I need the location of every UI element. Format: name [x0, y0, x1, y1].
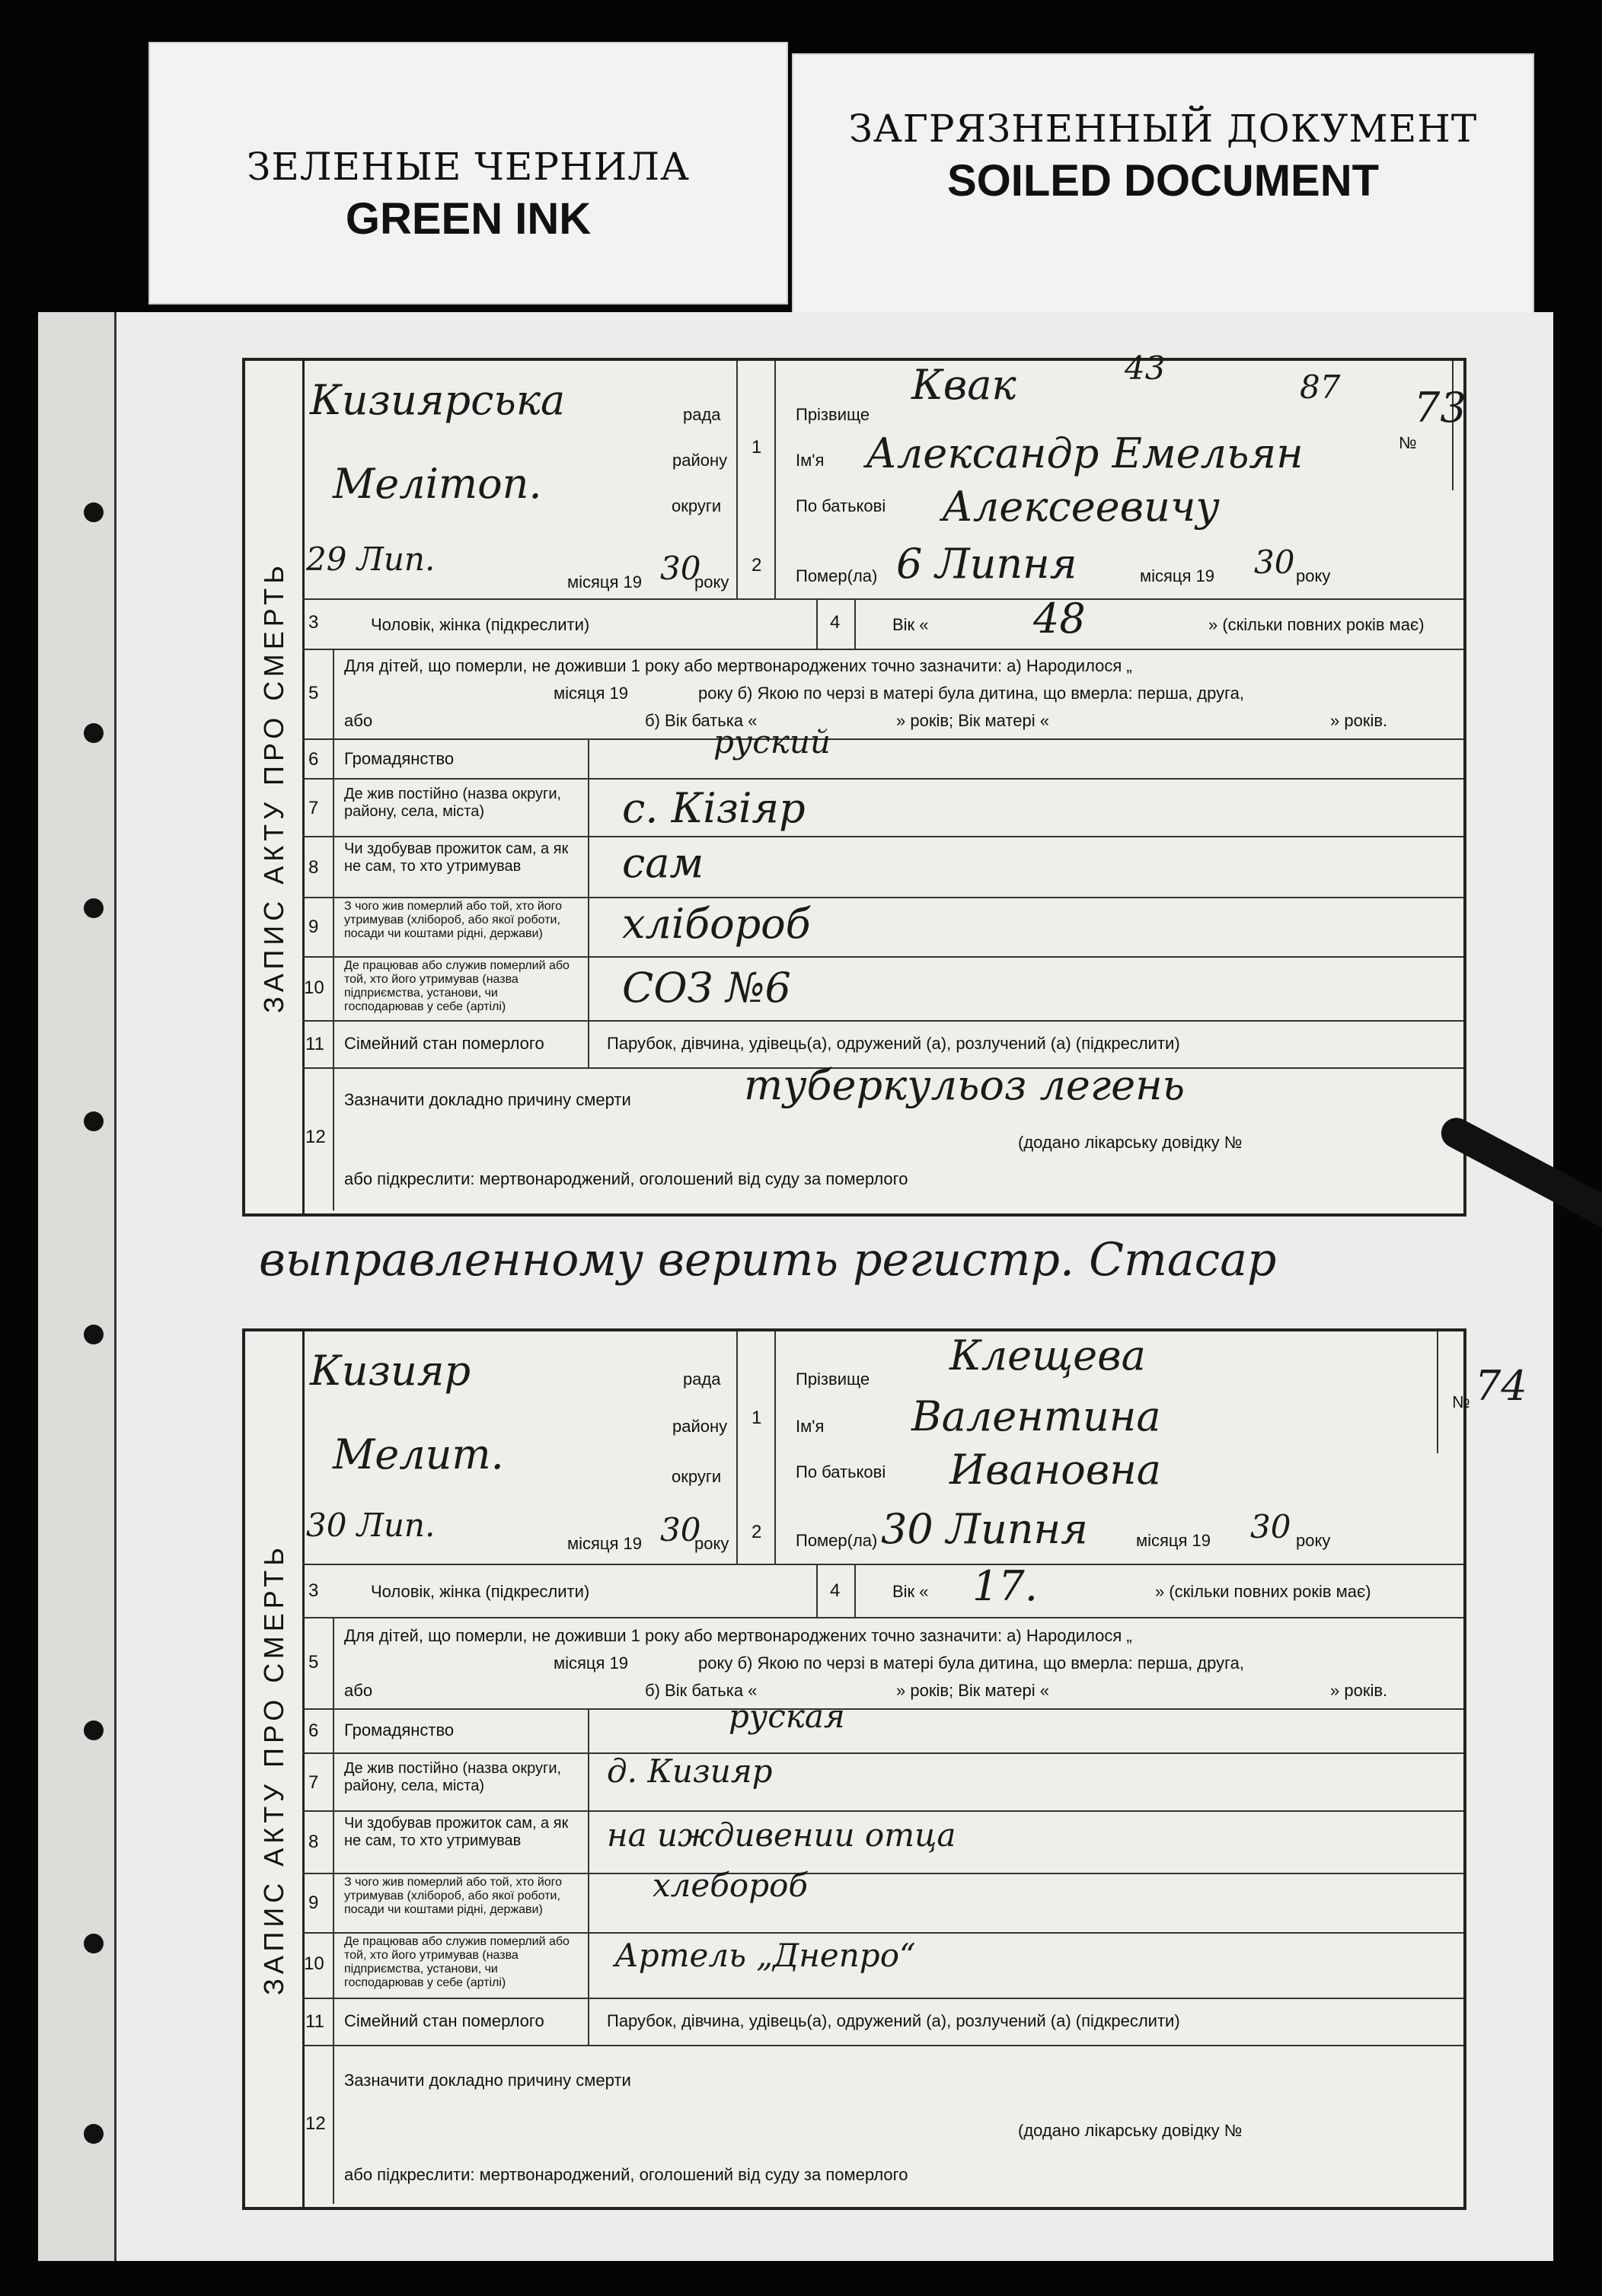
row-citizenship: 6 Громадянство руская [302, 1708, 1463, 1754]
punch-hole [84, 1325, 104, 1344]
age-value: 48 [1033, 595, 1086, 643]
death-date-value: 6 Липня [896, 540, 1077, 588]
form-header: рада району округи місяця 19 року Кизиярська Мелітоп. 29 Лип. 30 1 2 Прізвище Ім'я По батькові Помер(ла) місяця 19 року Квак 43 87 Александр Емельян Алексеевичу 6 Липня 30 № 73 [302, 361, 1463, 600]
row-occupation: 9 З чого жив померлий або той, хто його утримував (хлібороб, або якої роботи, посади чи коштами рідні, держави) хлібороб [302, 897, 1463, 958]
occupation-value: хлебороб [653, 1867, 809, 1904]
raion-value: Мелит. [333, 1430, 504, 1478]
rada-value: Кизияр [310, 1347, 471, 1395]
livelihood-value: сам [622, 839, 704, 887]
stamp-number: 43 [1125, 349, 1166, 387]
death-year-value: 30 [1250, 1508, 1291, 1545]
row-infant: 5 Для дітей, що померли, не доживши 1 року або мертвонароджених точно зазначити: а) Народилося „ місяця 19 року б) Якою по черзі в матері була дитина, що вмерла: перша, друга, або б) Вік батька « » років; Вік матері « » років. [302, 649, 1463, 740]
row-sex-age: 3 Чоловік, жінка (підкреслити) 4 Вік « 17. » (скільки повних років має) [302, 1564, 1463, 1618]
row-livelihood: 8 Чи здобував прожиток сам, а як не сам, то хто утримував на иждивении отца [302, 1810, 1463, 1874]
soiled-document-label [792, 53, 1534, 324]
registration-date: 29 Лип. [306, 541, 436, 578]
correction-note: выправленному верить регистр. Стасар [259, 1233, 1277, 1287]
row-occupation: 9 З чого жив померлий або той, хто його утримував (хлібороб, або якої роботи, посади чи коштами рідні, держави) хлебороб [302, 1873, 1463, 1934]
work-value: СОЗ №6 [622, 964, 791, 1012]
death-year-value: 30 [1254, 544, 1295, 581]
punch-hole [84, 898, 104, 918]
death-date-value: 30 Липня [881, 1505, 1088, 1553]
death-record-form-2 [242, 1328, 1527, 2210]
patronymic-value: Алексеевичу [942, 483, 1220, 531]
citizenship-value: руская [729, 1698, 845, 1735]
surname-value: Квак [911, 361, 1016, 409]
row-residence: 7 Де жив постійно (назва округи, району, села, міста) д. Кизияр [302, 1752, 1463, 1812]
record-number: 73 [1414, 384, 1466, 432]
punch-hole [84, 1720, 104, 1740]
rada-value: Кизиярська [310, 376, 566, 424]
punch-hole [84, 1111, 104, 1131]
form-side-title: ЗАПИС АКТУ ПРО СМЕРТЬ [245, 1331, 305, 2207]
row-cause: 12 Зазначити докладно причину смерти туберкульоз легень (додано лікарську довідку № або підкреслити: мертвонароджений, оголошений від суду за померлого [302, 1067, 1463, 1210]
cause-value: туберкульоз легень [744, 1061, 1186, 1109]
green-ink-ru: ЗЕЛЕНЫЕ ЧЕРНИЛА [247, 145, 690, 189]
raion-value: Мелітоп. [333, 460, 542, 508]
row-cause: 12 Зазначити докладно причину смерти (додано лікарську довідку № або підкреслити: мертвонароджений, оголошений від суду за померлого [302, 2045, 1463, 2204]
registration-year: 30 [660, 1511, 701, 1548]
row-residence: 7 Де жив постійно (назва округи, району, села, міста) с. Кізіяр [302, 778, 1463, 837]
patronymic-value: Ивановна [949, 1446, 1161, 1494]
work-value: Артель „Днепро“ [614, 1937, 916, 1974]
row-work: 10 Де працював або служив померлий або той, хто його утримував (назва підприємства, установи, чи господарював у себе (артілі) Артель „Днепро“ [302, 1932, 1463, 1999]
name-value: Валентина [911, 1392, 1161, 1440]
registration-date: 30 Лип. [306, 1507, 436, 1544]
green-ink-en: GREEN INK [345, 194, 592, 244]
record-number: 74 [1475, 1362, 1527, 1410]
row-marital: 11 Сімейний стан померлого Парубок, дівчина, удівець(а), одружений (а), розлучений (а) (підкреслити) [302, 1020, 1463, 1069]
row-livelihood: 8 Чи здобував прожиток сам, а як не сам, то хто утримував сам [302, 836, 1463, 898]
death-record-form-1 [242, 349, 1466, 1217]
occupation-value: хлібороб [622, 900, 811, 948]
registration-year: 30 [660, 550, 701, 587]
citizenship-value: руский [713, 723, 831, 761]
surname-value: Клещева [949, 1331, 1146, 1379]
binding-strip [38, 312, 116, 2261]
row-citizenship: 6 Громадянство руский [302, 738, 1463, 780]
punch-hole [84, 1934, 104, 1953]
age-value: 17. [972, 1562, 1038, 1610]
name-value: Александр Емельян [866, 429, 1304, 477]
row-infant: 5 Для дітей, що померли, не доживши 1 року або мертвонароджених точно зазначити: а) Народилося „ місяця 19 року б) Якою по черзі в матері була дитина, що вмерла: перша, друга, або б) Вік батька « » років; Вік матері « » років. [302, 1617, 1463, 1710]
row-sex-age: 3 Чоловік, жінка (підкреслити) 4 Вік « 48 » (скільки повних років має) [302, 598, 1463, 650]
green-ink-label [148, 42, 788, 305]
punch-hole [84, 723, 104, 743]
form-header: рада району округи місяця 19 року Кизияр Мелит. 30 Лип. 30 1 2 Прізвище Ім'я По батькові Помер(ла) місяця 19 року Клещева Валентина Ивановна 30 Липня 30 № 74 [302, 1331, 1463, 1565]
residence-value: с. Кізіяр [622, 784, 806, 832]
soiled-ru: ЗАГРЯЗНЕННЫЙ ДОКУМЕНТ [848, 107, 1478, 151]
soiled-en: SOILED DOCUMENT [946, 156, 1380, 206]
residence-value: д. Кизияр [607, 1752, 773, 1790]
row-marital: 11 Сімейний стан померлого Парубок, дівчина, удівець(а), одружений (а), розлучений (а) (підкреслити) [302, 1998, 1463, 2046]
punch-hole [84, 502, 104, 522]
row-work: 10 Де працював або служив померлий або той, хто його утримував (назва підприємства, установи, чи господарював у себе (артілі) СОЗ №6 [302, 956, 1463, 1022]
extra-number: 87 [1300, 368, 1341, 406]
form-side-title: ЗАПИС АКТУ ПРО СМЕРТЬ [245, 361, 305, 1213]
punch-hole [84, 2124, 104, 2144]
livelihood-value: на иждивении отца [607, 1816, 956, 1854]
